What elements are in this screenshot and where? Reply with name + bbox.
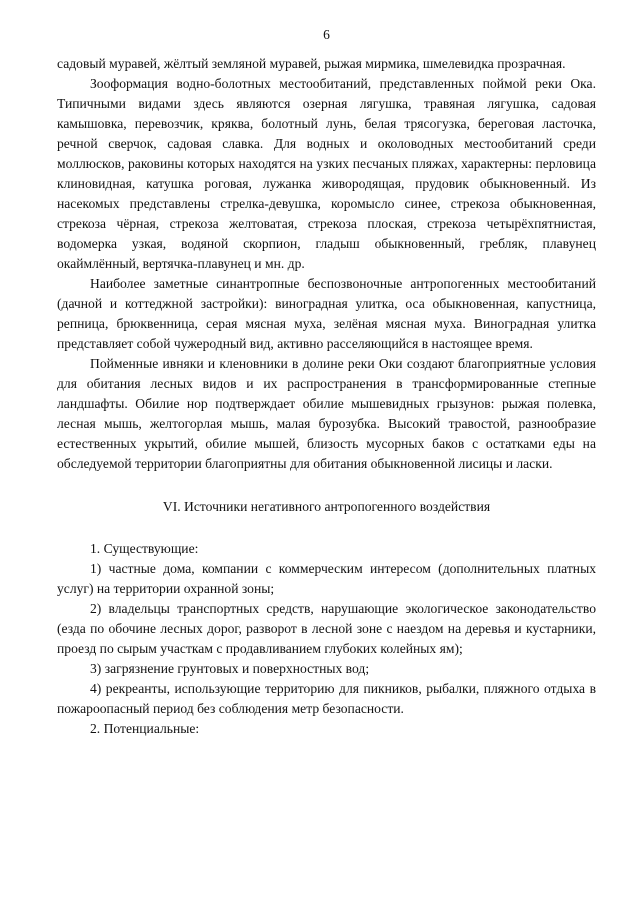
paragraph-floodplain-mammals: Пойменные ивняки и кленовники в долине реки Оки создают благоприятные условия для обитания лесных видов и их распространения в трансформированные степные ландшафты. Обилие нор подтверждает обилие мышевидных грызунов: рыжая полевка, лесная мышь, желтогорлая мышь, малая бурозубка. Высокий травостой, разнообразие естественных укрытий, обилие мышей, близость мусорных баков с остатками еды на обследуемой территории благоприятны для обитания обыкновенной лисицы и ласки. xyxy=(57,356,596,471)
list-item-recreants: 4) рекреанты, использующие территорию для пикников, рыбалки, пляжного отдыха в пожароопасный период без соблюдения метр безопасности. xyxy=(57,681,596,716)
paragraph-synanthropic-invertebrates: Наиболее заметные синантропные беспозвоночные антропогенных местообитаний (дачной и коттеджной застройки): виноградная улитка, оса обыкновенная, капустница, репница, брюквенница, серая мясная муха, зелёная мясная муха. Виноградная улитка представляет собой чужеродный вид, активно расселяющийся в настоящее время. xyxy=(57,276,596,351)
existing-sources-heading: 1. Существующие: xyxy=(90,541,199,556)
list-item-water-pollution: 3) загрязнение грунтовых и поверхностных вод; xyxy=(90,661,370,676)
list-item-private-houses: 1) частные дома, компании с коммерческим интересом (дополнительных платных услуг) на территории охранной зоны; xyxy=(57,561,596,596)
list-item-vehicle-owners: 2) владельцы транспортных средств, нарушающие экологическое законодательство (езда по обочине лесных дорог, разворот в лесной зоне с наездом на деревья и кустарники, проезд по сырым участкам с продавливанием глубоких колейных ям); xyxy=(57,601,596,656)
page-number: 6 xyxy=(323,27,330,42)
paragraph-wetland-fauna: Зооформация водно-болотных местообитаний, представленных поймой реки Ока. Типичными видами здесь являются озерная лягушка, травяная лягушка, садовая камышовка, перевозчик, кряква, болотный лунь, белая трясогузка, береговая ласточка, речной сверчок, садовая славка. Для водных и околоводных местообитаний среди моллюсков, раковины которых находятся на узких песчаных пляжах, характерны: перловица клиновидная, катушка роговая, лужанка живородящая, прудовик обыкновенный. Из насекомых представлены стрелка-девушка, коромысло синее, стрекоза обыкновенная, стрекоза чёрная, стрекоза желтоватая, стрекоза плоская, стрекоза четырёхпятнистая, водомерка узкая, водяной скорпион, гладыш обыкновенный, гребляк, плавунец окаймлённый, вертячка-плавунец и мн. др. xyxy=(57,76,596,271)
section-title: VI. Источники негативного антропогенного воздействия xyxy=(162,499,491,514)
potential-sources-heading: 2. Потенциальные: xyxy=(90,721,200,736)
paragraph-continuation: садовый муравей, жёлтый земляной муравей, рыжая мирмика, шмелевидка прозрачная. xyxy=(57,56,566,71)
